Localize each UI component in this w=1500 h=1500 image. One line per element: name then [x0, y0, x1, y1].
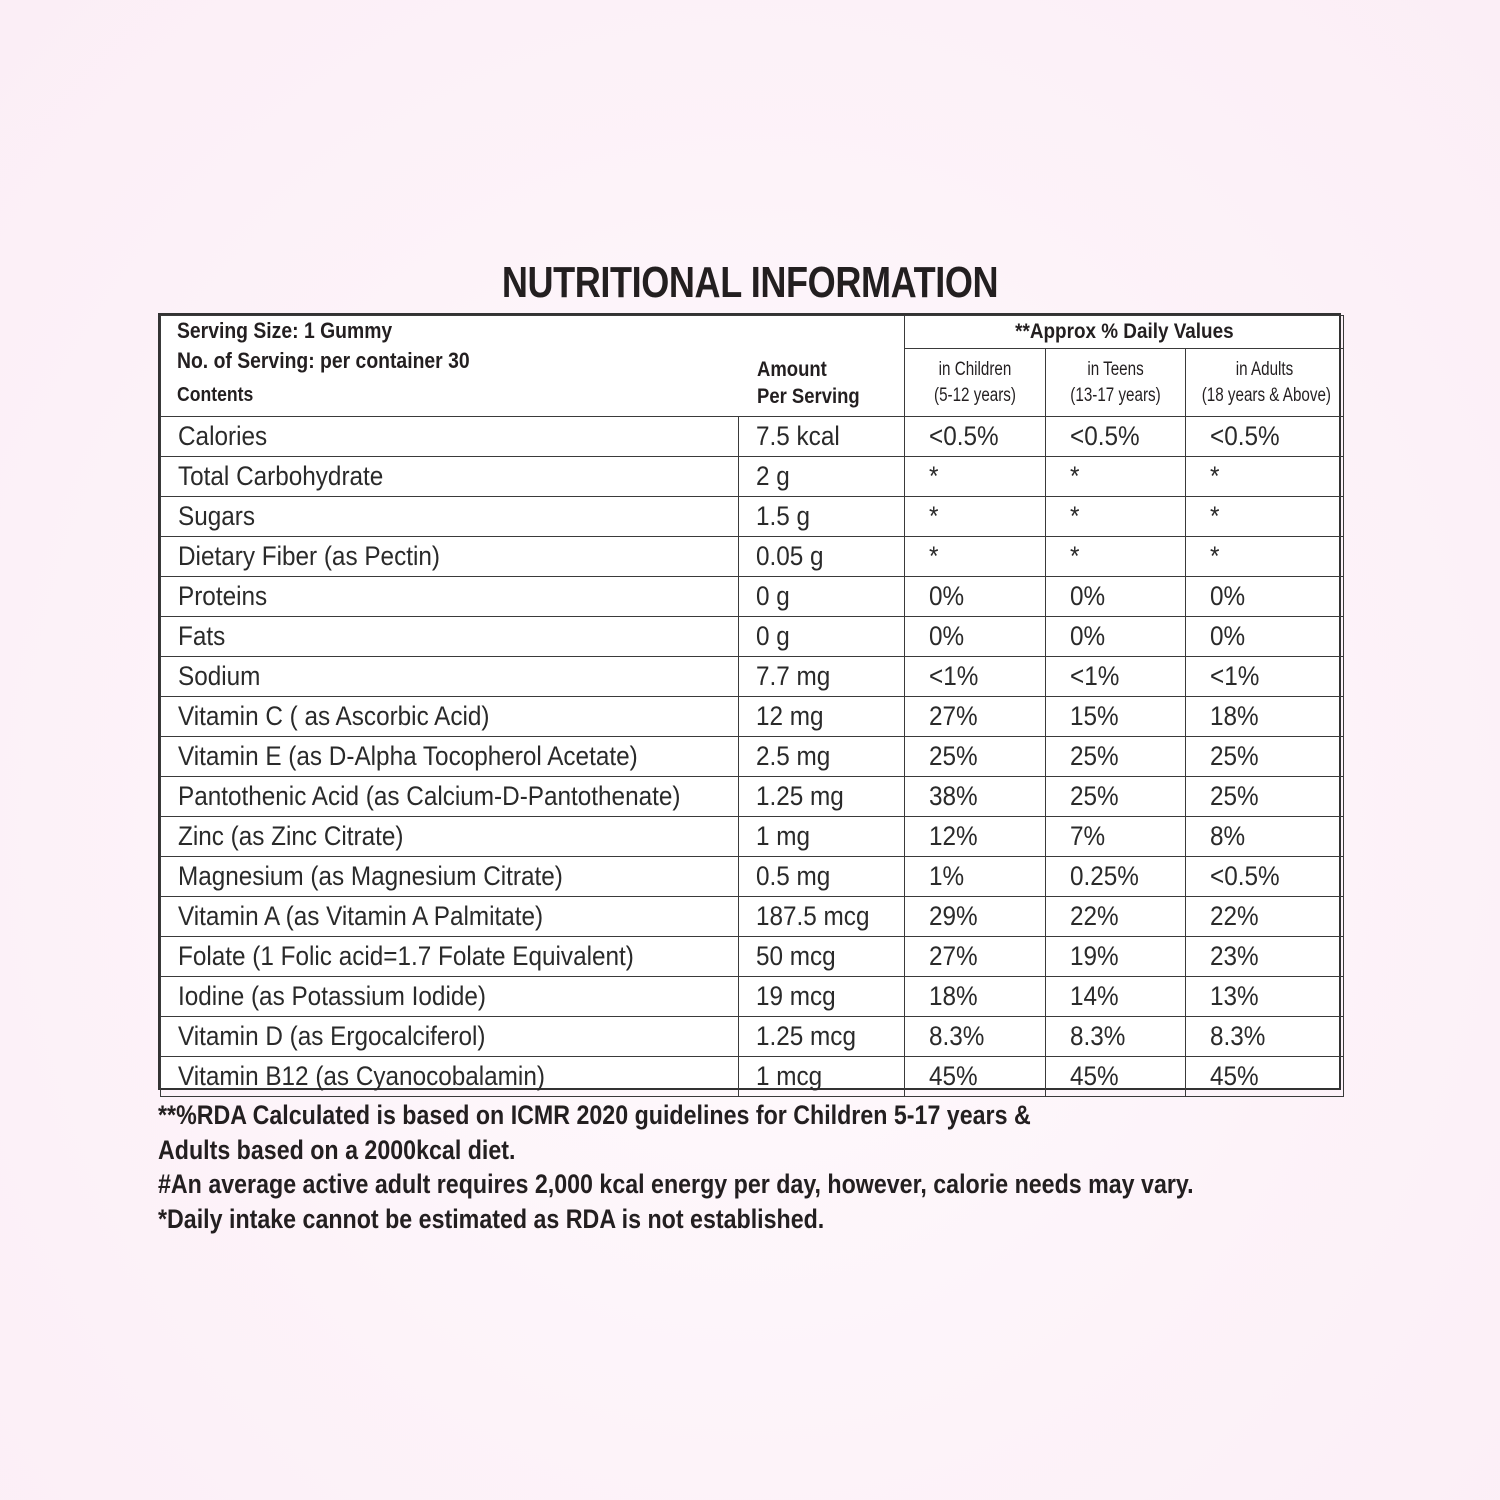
amount-per-serving: 7.5 kcal [739, 417, 905, 457]
nutrient-name: Vitamin E (as D-Alpha Tocopherol Acetate) [161, 737, 739, 777]
dv-adults: 8.3% [1186, 1017, 1344, 1057]
footnote-rda: **%RDA Calculated is based on ICMR 2020 guidelines for Children 5-17 years & [158, 1100, 1031, 1130]
dv-children: <0.5% [905, 417, 1046, 457]
nutrient-name: Zinc (as Zinc Citrate) [161, 817, 739, 857]
dv-adults: * [1186, 457, 1344, 497]
dv-children: * [905, 497, 1046, 537]
table-row [161, 737, 1344, 777]
nutrient-name: Fats [161, 617, 739, 657]
table-row [161, 577, 1344, 617]
table-row [161, 697, 1344, 737]
table-row [161, 417, 1344, 457]
dv-teens: 45% [1046, 1057, 1186, 1097]
nutrient-name: Sugars [161, 497, 739, 537]
amount-per-serving: 0.5 mg [739, 857, 905, 897]
page-title: NUTRITIONAL INFORMATION [501, 258, 999, 307]
table-row [161, 1057, 1344, 1097]
amount-per-serving: 187.5 mcg [739, 897, 905, 937]
servings-per-container: No. of Serving: per container 30 [177, 348, 470, 373]
table-row [161, 977, 1344, 1017]
dv-teens: 25% [1046, 737, 1186, 777]
nutrient-name: Vitamin A (as Vitamin A Palmitate) [161, 897, 739, 937]
dv-children: * [905, 457, 1046, 497]
dv-children: 18% [905, 977, 1046, 1017]
nutrient-name: Magnesium (as Magnesium Citrate) [161, 857, 739, 897]
dv-teens: * [1046, 497, 1186, 537]
amount-per-serving: 0 g [739, 577, 905, 617]
dv-adults: 45% [1186, 1057, 1344, 1097]
table-row [161, 617, 1344, 657]
header-adults: in Adults (18 years & Above) [1186, 349, 1344, 417]
nutrient-name: Calories [161, 417, 739, 457]
dv-teens: <0.5% [1046, 417, 1186, 457]
dv-children: <1% [905, 657, 1046, 697]
table-row [161, 937, 1344, 977]
table-row [161, 657, 1344, 697]
dv-teens: * [1046, 537, 1186, 577]
nutrient-name: Vitamin D (as Ergocalciferol) [161, 1017, 739, 1057]
table-row [161, 817, 1344, 857]
nutrient-name: Folate (1 Folic acid=1.7 Folate Equivalent) [161, 937, 739, 977]
footnote-asterisk: *Daily intake cannot be estimated as RDA is not established. [158, 1203, 825, 1234]
dv-adults: 0% [1186, 617, 1344, 657]
amount-per-serving: 1.5 g [739, 497, 905, 537]
dv-adults: 18% [1186, 697, 1344, 737]
footnotes [158, 1098, 1362, 1236]
dv-adults: 13% [1186, 977, 1344, 1017]
nutrient-name: Iodine (as Potassium Iodide) [161, 977, 739, 1017]
table-row [161, 777, 1344, 817]
header-teens: in Teens (13-17 years) [1046, 349, 1186, 417]
dv-children: 12% [905, 817, 1046, 857]
dv-adults: 23% [1186, 937, 1344, 977]
serving-size: Serving Size: 1 Gummy [177, 318, 393, 343]
dv-children: 25% [905, 737, 1046, 777]
nutrient-name: Vitamin B12 (as Cyanocobalamin) [161, 1057, 739, 1097]
dv-children: 0% [905, 617, 1046, 657]
nutrient-name: Vitamin C ( as Ascorbic Acid) [161, 697, 739, 737]
dv-teens: 0.25% [1046, 857, 1186, 897]
daily-values-header: **Approx % Daily Values [905, 316, 1344, 349]
amount-per-serving: 19 mcg [739, 977, 905, 1017]
contents-label: Contents [177, 384, 254, 406]
nutrition-table-container [158, 313, 1341, 1090]
dv-children: * [905, 537, 1046, 577]
dv-teens: 22% [1046, 897, 1186, 937]
serving-info-header [161, 316, 739, 417]
table-row [161, 537, 1344, 577]
header-children: in Children (5-12 years) [905, 349, 1046, 417]
amount-per-serving: 1 mg [739, 817, 905, 857]
amount-per-serving: 2 g [739, 457, 905, 497]
dv-teens: * [1046, 457, 1186, 497]
table-row [161, 897, 1344, 937]
nutrient-name: Dietary Fiber (as Pectin) [161, 537, 739, 577]
dv-teens: 7% [1046, 817, 1186, 857]
header-row-top [161, 316, 1344, 349]
dv-teens: 0% [1046, 577, 1186, 617]
amount-per-serving: 7.7 mg [739, 657, 905, 697]
dv-teens: 15% [1046, 697, 1186, 737]
dv-adults: 22% [1186, 897, 1344, 937]
table-row [161, 497, 1344, 537]
amount-per-serving: 1.25 mcg [739, 1017, 905, 1057]
amount-per-serving: 12 mg [739, 697, 905, 737]
table-row [161, 1017, 1344, 1057]
table-row [161, 457, 1344, 497]
amount-per-serving: 0 g [739, 617, 905, 657]
dv-children: 8.3% [905, 1017, 1046, 1057]
amount-per-serving: 50 mcg [739, 937, 905, 977]
footnote-rda-cont: Adults based on a 2000kcal diet. [158, 1134, 516, 1165]
dv-teens: <1% [1046, 657, 1186, 697]
dv-children: 45% [905, 1057, 1046, 1097]
nutrient-name: Total Carbohydrate [161, 457, 739, 497]
dv-teens: 19% [1046, 937, 1186, 977]
dv-adults: * [1186, 537, 1344, 577]
amount-per-serving: 0.05 g [739, 537, 905, 577]
dv-children: 1% [905, 857, 1046, 897]
dv-adults: 8% [1186, 817, 1344, 857]
footnote-energy: #An average active adult requires 2,000 kcal energy per day, however, calorie needs may vary. [158, 1169, 1194, 1199]
amount-per-serving: 2.5 mg [739, 737, 905, 777]
nutrient-name: Sodium [161, 657, 739, 697]
dv-adults: 25% [1186, 777, 1344, 817]
dv-children: 27% [905, 937, 1046, 977]
nutrient-name: Pantothenic Acid (as Calcium-D-Pantothenate) [161, 777, 739, 817]
nutrient-name: Proteins [161, 577, 739, 617]
dv-teens: 0% [1046, 617, 1186, 657]
nutrition-table [160, 315, 1344, 1097]
dv-adults: <0.5% [1186, 417, 1344, 457]
dv-children: 0% [905, 577, 1046, 617]
dv-children: 27% [905, 697, 1046, 737]
dv-adults: * [1186, 497, 1344, 537]
dv-teens: 25% [1046, 777, 1186, 817]
dv-adults: 0% [1186, 577, 1344, 617]
amount-header: Amount Per Serving [739, 316, 905, 417]
amount-per-serving: 1.25 mg [739, 777, 905, 817]
table-row [161, 857, 1344, 897]
dv-adults: <1% [1186, 657, 1344, 697]
dv-teens: 14% [1046, 977, 1186, 1017]
dv-adults: <0.5% [1186, 857, 1344, 897]
amount-per-serving: 1 mcg [739, 1057, 905, 1097]
dv-adults: 25% [1186, 737, 1344, 777]
dv-children: 29% [905, 897, 1046, 937]
dv-children: 38% [905, 777, 1046, 817]
dv-teens: 8.3% [1046, 1017, 1186, 1057]
